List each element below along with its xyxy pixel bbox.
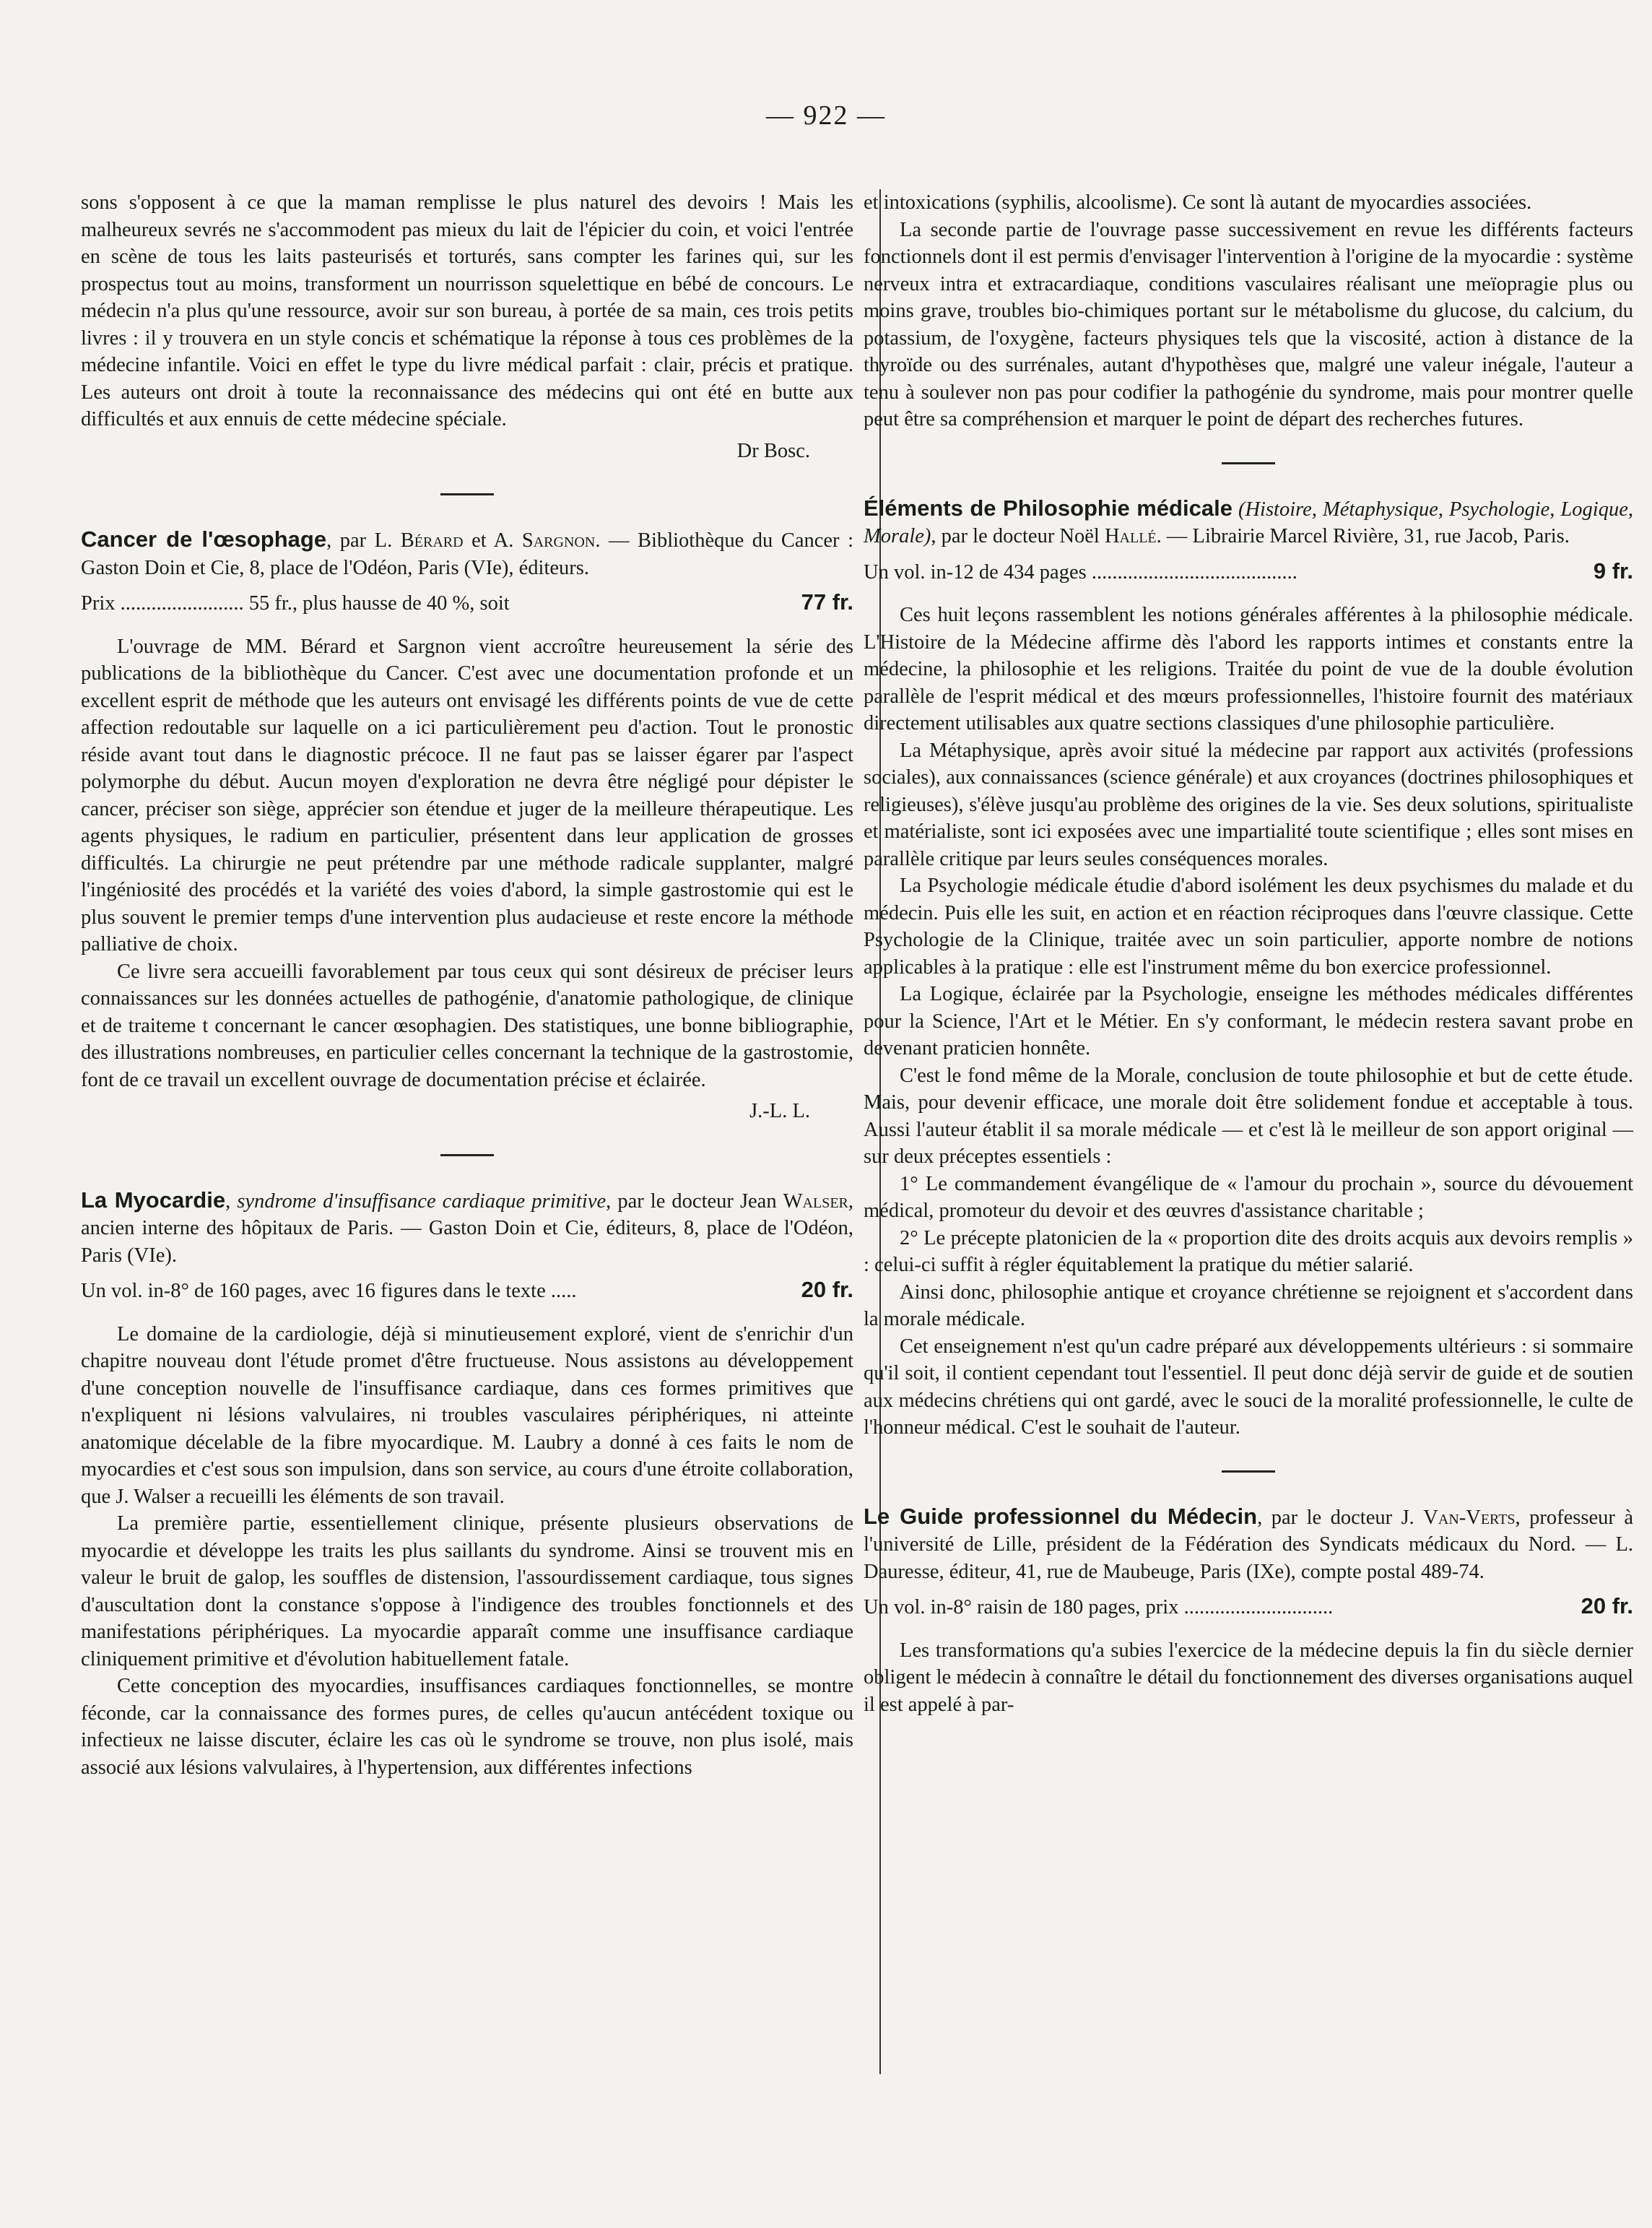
- myocardie-price-line: Un vol. in-8° de 160 pages, avec 16 figures dans le texte ..... 20 fr.: [81, 1277, 853, 1302]
- cancer-author-2: Sargnon: [521, 529, 596, 552]
- cancer-paragraph-1: L'ouvrage de MM. Bérard et Sargnon vient accroître heureusement la série des publications de la bibliothèque du Cancer. C'est avec une documentation profonde et un excellent esprit de méthode que les auteurs ont envisagé les différents points de vue de cette affection redoutable sur laquelle on a ici particulièrement peu d'action. Tout le pronostic réside avant tout dans le diagnostic précoce. Il ne faut pas se laisser égarer par l'aspect polymorphe du début. Aucun moyen d'exploration ne devra être négligé pour dépister le cancer, préciser son siège, apprécier son étendue et juger de la meilleure thérapeutique. Les agents physiques, le radium en particulier, présentent dans leur application de grosses difficultés. La chirurgie ne peut prétendre par une méthode radicale supplanter, malgré l'ingéniosité des procédés et la variété des voies d'abord, la simple gastrostomie qui est le plus souvent le premier temps d'une intervention plus audacieuse et reste encore la méthode palliative de choix.: [81, 635, 853, 955]
- philosophie-author: Hallé: [1104, 525, 1157, 547]
- page-number: — 922 —: [766, 100, 886, 131]
- cancer-price-line: Prix ........................ 55 fr., plus hausse de 40 %, soit 77 fr.: [81, 589, 853, 615]
- philosophie-price-line: Un vol. in-12 de 434 pages ........................................ 9 fr.: [864, 558, 1633, 584]
- intro-paragraph: sons s'opposent à ce que la maman remplisse le plus naturel des devoirs ! Mais les malheureux sevrés ne s'accommodent pas mieux du lait de l'épicier du coin, et voici l'entrée en scène de tous les laits pasteurisés et torturés, sans compter les farines qui, sur les prospectus tout au moins, transforment un nourrisson squelettique en bébé de concours. Le médecin n'a plus qu'une ressource, avoir sur son bureau, à portée de sa main, ces trois petits livres : il y trouvera en un style concis et schématique la réponse à tous ces problèmes de la médecine infantile. Voici en effet le type du livre médical parfait : clair, précis et pratique. Les auteurs ont droit à toute la reconnaissance des médecins qui ont été en butte aux difficultés et aux ennuis de cette médecine spéciale.: [81, 191, 853, 430]
- guide-author: Van-Verts: [1423, 1506, 1516, 1529]
- philosophie-paragraph-3: La Psychologie médicale étudie d'abord isolément les deux psychismes du malade et du médecin. Puis elle les suit, en action et en réaction réciproques dans l'œuvre classique. Cette Psychologie de la Clinique, traitée avec un soin particulier, apporte nombre de notions applicables à la pratique : elle est l'instrument même du bon exercice professionnel.: [864, 875, 1633, 979]
- philosophie-paragraph-6: 1° Le commandement évangélique de « l'amour du prochain », source du dévouement médical, promoteur du devoir et des œuvres d'assistance charitable ;: [864, 1172, 1633, 1222]
- myocardie-author: Walser: [783, 1189, 848, 1213]
- philosophie-paragraph-5: C'est le fond même de la Morale, conclusion de toute philosophie et but de cette étude. Mais, pour devenir efficace, une morale doit être solidement fondue et acceptable à tous. Aussi l'auteur établit il sa morale médicale — et c'est là le meilleur de son apport original — sur deux préceptes essentiels :: [864, 1064, 1633, 1168]
- myocardie-paragraph-1: Le domaine de la cardiologie, déjà si minutieusement exploré, vient de s'enrichir d'un chapitre nouveau dont l'étude promet d'être fructueuse. Nous assistons au développement d'une conception nouvelle de l'insuffisance cardiaque, dans ces formes primitives que n'expliquent ni lésions valvulaires, ni troubles vasculaires périphériques, ni atteinte anatomique décelable de la fibre myocardique. M. Laubry a donné à ces faits le nom de myocardies et c'est sous son impulsion, dans son service, au cours d'une étroite collaboration, que J. Walser a recueilli les éléments de son travail.: [81, 1322, 853, 1508]
- myocardie-paragraph-3: Cette conception des myocardies, insuffisances cardiaques fonctionnelles, se montre féconde, car la connaissance des formes pures, de celles qu'aucun antécédent toxique ou infectieux ne laisse discuter, éclaire les cas où le syndrome se trouve, non plus isolé, mais associé aux lésions valvulaires, à l'hypertension, aux différentes infections: [81, 1675, 853, 1779]
- philosophie-paragraph-8: Ainsi donc, philosophie antique et croyance chrétienne se rejoignent et s'accordent dans la morale médicale.: [864, 1280, 1633, 1330]
- cancer-title: Cancer de l'œsophage: [81, 526, 327, 552]
- right-column: [864, 189, 1633, 1718]
- left-column: [81, 189, 853, 1781]
- myocardie-subtitle: syndrome d'insuffisance cardiaque primitive: [237, 1189, 607, 1213]
- philosophie-price: 9 fr.: [1593, 558, 1633, 584]
- myocardie-title: La Myocardie: [81, 1187, 226, 1213]
- cancer-paragraph-2: Ce livre sera accueilli favorablement par tous ceux qui sont désireux de préciser leurs connaissances sur les données actuelles de pathogénie, d'anatomie pathologique, de clinique et de traiteme t concernant le cancer œsophagien. Des statistiques, une bonne bibliographie, des illustrations nombreuses, en particulier celles concernant la technique de la gastrostomie, font de ce travail un excellent ouvrage de documentation précise et éclairée.: [81, 960, 853, 1091]
- separator-rule: [440, 1154, 494, 1156]
- cancer-author-1: Bérard: [400, 529, 464, 552]
- myocardie-price: 20 fr.: [801, 1277, 853, 1302]
- philosophie-title: Éléments de Philosophie médicale: [864, 495, 1233, 521]
- cancer-signature: J.-L. L.: [749, 1100, 810, 1122]
- guide-price: 20 fr.: [1581, 1593, 1633, 1618]
- intro-signature: Dr Bosc.: [736, 439, 810, 462]
- guide-price-line: Un vol. in-8° raisin de 180 pages, prix ............................. 20 fr.: [864, 1593, 1633, 1618]
- philosophie-subtitle: (Histoire, Métaphysique, Psychologie, Logique, Morale): [864, 498, 1633, 547]
- philosophie-paragraph-7: 2° Le précepte platonicien de la « proportion dite des droits acquis aux devoirs remplis » : celui-ci suffit à régler équitablement la pratique du métier salarié.: [864, 1226, 1633, 1276]
- myocardie-heading: La Myocardie, syndrome d'insuffisance cardiaque primitive, par le docteur Jean Walser, ancien interne des hôpitaux de Paris. — Gaston Doin et Cie, éditeurs, 8, place de l'Odéon, Paris (VIe).: [81, 1187, 854, 1267]
- cancer-heading: Cancer de l'œsophage, par L. Bérard et A. Sargnon. — Bibliothèque du Cancer : Gaston Doin et Cie, 8, place de l'Odéon, Paris (VIe), éditeurs.: [81, 526, 853, 579]
- philosophie-paragraph-1: Ces huit leçons rassemblent les notions générales afférentes à la philosophie médicale. L'Histoire de la Médecine affirme dès l'abord les rapports intimes et constants entre la médecine, la philosophie et les religions. Traitée du point de vue de la double évolution parallèle de l'esprit médical et des mœurs professionnelles, l'histoire fournit des matériaux directement utilisables aux quatre sections classiques d'une philosophie particulière.: [864, 604, 1633, 734]
- separator-rule: [440, 493, 494, 495]
- philosophie-paragraph-2: La Métaphysique, après avoir situé la médecine par rapport aux activités (professions sociales), aux connaissances (science générale) et aux croyances (doctrines philosophiques et religieuses), s'élève jusqu'au problème des origines de la vie. Ses deux solutions, spiritualiste et matérialiste, sont ici exposées avec une impartialité toute scientifique ; elles sont mises en parallèle critique par leurs seules conséquences morales.: [864, 739, 1633, 870]
- cancer-price: 77 fr.: [801, 589, 853, 615]
- separator-rule: [1222, 462, 1275, 464]
- philosophie-paragraph-4: La Logique, éclairée par la Psychologie, enseigne les méthodes médicales différentes pour la Science, l'Art et le Métier. En s'y conformant, le médecin restera savant probe en devenant praticien honnête.: [864, 983, 1633, 1059]
- myocardie-paragraph-2: La première partie, essentiellement clinique, présente plusieurs observations de myocardie et développe les traits les plus saillants du syndrome. Ainsi se trouvent mis en valeur le bruit de galop, les souffles de distension, l'assourdissement cardiaque, tous signes d'auscultation dont la constance s'oppose à l'indigence des troubles fonctionnels et des manifestations périphériques. La myocardie apparaît comme une insuffisance cardiaque cliniquement primitive et d'évolution habituellement fatale.: [81, 1512, 853, 1670]
- guide-title: Le Guide professionnel du Médecin: [864, 1503, 1258, 1529]
- separator-rule: [1222, 1470, 1275, 1473]
- myocardie-continued-1: et intoxications (syphilis, alcoolisme). Ce sont là autant de myocardies associées.: [864, 191, 1532, 214]
- guide-paragraph-1: Les transformations qu'a subies l'exercice de la médecine depuis la fin du siècle dernier obligent le médecin à connaître le détail du fonctionnement des diverses organisations auquel il est appelé à par-: [864, 1639, 1633, 1716]
- philosophie-heading: Éléments de Philosophie médicale (Histoire, Métaphysique, Psychologie, Logique, Morale), par le docteur Noël Hallé. — Librairie Marcel Rivière, 31, rue Jacob, Paris.: [864, 495, 1633, 547]
- guide-heading: Le Guide professionnel du Médecin, par le docteur J. Van-Verts, professeur à l'université de Lille, président de la Fédération des Syndicats médicaux du Nord. — L. Dauresse, éditeur, 41, rue de Maubeuge, Paris (IXe), compte postal 489-74.: [864, 1503, 1634, 1583]
- philosophie-paragraph-9: Cet enseignement n'est qu'un cadre préparé aux développements ultérieurs : si sommaire qu'il soit, il contient cependant tout l'essentiel. Il peut donc déjà servir de guide et de soutien aux médecins chrétiens qui ont gardé, avec le souci de la moralité professionnelle, le culte de l'honneur médical. C'est le souhait de l'auteur.: [864, 1335, 1633, 1439]
- myocardie-continued-2: La seconde partie de l'ouvrage passe successivement en revue les différents facteurs fonctionnels dont il est permis d'envisager l'intervention à l'origine de la myocardie : système nerveux intra et extracardiaque, conditions vasculaires réalisant une meïopragie plus ou moins grave, troubles bio-chimiques portant sur le métabolisme du glucose, du calcium, du potassium, de l'oxygène, facteurs physiques tels que la viscosité, action à distance de la thyroïde ou des surrénales, autant d'hypothèses que, malgré une valeur inégale, l'auteur a tenu à soulever non pas pour codifier la pathogénie du syndrome, mais pour montrer quelle peut être sa compréhension et marquer le point de départ des recherches futures.: [864, 218, 1633, 430]
